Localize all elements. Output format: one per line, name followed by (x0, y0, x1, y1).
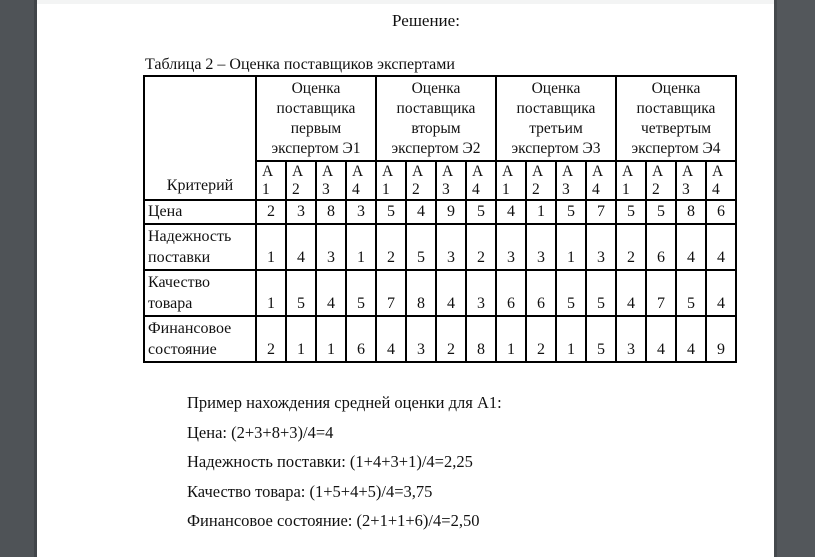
score-cell: 4 (616, 270, 646, 316)
score-cell: 3 (346, 200, 376, 224)
expert-group-header-3: Оценка поставщика третьим экспертом Э3 (496, 76, 616, 161)
score-cell: 5 (556, 200, 586, 224)
viewer-right-panel (774, 0, 815, 557)
score-cell: 2 (526, 316, 556, 362)
score-cell: 9 (706, 316, 736, 362)
score-cell: 3 (406, 316, 436, 362)
alternative-header-e3-a1: А 1 (496, 161, 526, 200)
alternative-header-e4-a1: А 1 (616, 161, 646, 200)
alternative-header-e2-a1: А 1 (376, 161, 406, 200)
average-score-notes (187, 394, 502, 542)
score-cell: 1 (286, 316, 316, 362)
top-edge-strip (0, 0, 815, 4)
score-cell: 4 (286, 224, 316, 270)
score-cell: 2 (256, 316, 286, 362)
score-cell: 7 (586, 200, 616, 224)
expert-group-header-2: Оценка поставщика вторым экспертом Э2 (376, 76, 496, 161)
score-cell: 3 (286, 200, 316, 224)
score-cell: 3 (316, 224, 346, 270)
expert-group-header-1: Оценка поставщика первым экспертом Э1 (256, 76, 376, 161)
viewer-left-panel (0, 0, 37, 557)
score-cell: 4 (706, 224, 736, 270)
score-cell: 8 (406, 270, 436, 316)
table-row (144, 224, 736, 270)
alternative-header-e2-a2: А 2 (406, 161, 436, 200)
alternative-header-e4-a4: А 4 (706, 161, 736, 200)
score-cell: 4 (706, 270, 736, 316)
score-cell: 1 (256, 270, 286, 316)
score-cell: 2 (436, 316, 466, 362)
table-caption: Таблица 2 – Оценка поставщиков экспертами (145, 56, 455, 73)
score-cell: 3 (496, 224, 526, 270)
score-cell: 3 (586, 224, 616, 270)
note-line-price: Цена: (2+3+8+3)/4=4 (187, 422, 334, 442)
alternative-header-e2-a4: А 4 (466, 161, 496, 200)
score-cell: 2 (256, 200, 286, 224)
score-cell: 4 (676, 224, 706, 270)
alternative-header-e1-a3: А 3 (316, 161, 346, 200)
notes-intro: Пример нахождения средней оценки для А1: (187, 393, 502, 412)
criterion-cell: Финансовое состояние (144, 316, 256, 362)
score-cell: 1 (556, 316, 586, 362)
table-row (144, 270, 736, 316)
score-cell: 9 (436, 200, 466, 224)
solution-heading: Решение: (392, 11, 460, 30)
table-row (144, 316, 736, 362)
score-cell: 8 (466, 316, 496, 362)
score-cell: 5 (286, 270, 316, 316)
alternative-header-e2-a3: А 3 (436, 161, 466, 200)
alternative-header-e3-a2: А 2 (526, 161, 556, 200)
alternative-header-e4-a3: А 3 (676, 161, 706, 200)
score-cell: 5 (586, 270, 616, 316)
score-cell: 1 (346, 224, 376, 270)
score-cell: 6 (646, 224, 676, 270)
score-cell: 2 (466, 224, 496, 270)
score-cell: 1 (496, 316, 526, 362)
note-line-reliability: Надежность поставки: (1+4+3+1)/4=2,25 (187, 452, 473, 471)
score-cell: 3 (466, 270, 496, 316)
criterion-column-header: Критерий (144, 76, 256, 200)
score-cell: 3 (436, 224, 466, 270)
alternative-header-e3-a4: А 4 (586, 161, 616, 200)
alternative-header-e3-a3: А 3 (556, 161, 586, 200)
alternative-header-e1-a1: А 1 (256, 161, 286, 200)
evaluation-table (143, 75, 737, 363)
score-cell: 6 (706, 200, 736, 224)
score-cell: 6 (346, 316, 376, 362)
score-cell: 4 (406, 200, 436, 224)
score-cell: 5 (466, 200, 496, 224)
score-cell: 4 (676, 316, 706, 362)
alternative-header-e1-a2: А 2 (286, 161, 316, 200)
score-cell: 5 (586, 316, 616, 362)
score-cell: 4 (496, 200, 526, 224)
score-cell: 7 (646, 270, 676, 316)
score-cell: 4 (316, 270, 346, 316)
score-cell: 4 (646, 316, 676, 362)
score-cell: 5 (376, 200, 406, 224)
score-cell: 5 (346, 270, 376, 316)
criterion-cell: Цена (144, 200, 256, 224)
table-row (144, 200, 736, 224)
score-cell: 3 (616, 316, 646, 362)
criterion-cell: Надежность поставки (144, 224, 256, 270)
score-cell: 1 (256, 224, 286, 270)
score-cell: 1 (526, 200, 556, 224)
score-cell: 5 (406, 224, 436, 270)
score-cell: 1 (316, 316, 346, 362)
score-cell: 8 (316, 200, 346, 224)
score-cell: 2 (616, 224, 646, 270)
alternative-header-e1-a4: А 4 (346, 161, 376, 200)
score-cell: 6 (496, 270, 526, 316)
score-cell: 8 (676, 200, 706, 224)
score-cell: 7 (376, 270, 406, 316)
score-cell: 5 (556, 270, 586, 316)
score-cell: 3 (526, 224, 556, 270)
score-cell: 5 (676, 270, 706, 316)
note-line-quality: Качество товара: (1+5+4+5)/4=3,75 (187, 481, 433, 501)
criterion-cell: Качество товара (144, 270, 256, 316)
score-cell: 1 (556, 224, 586, 270)
alternative-header-e4-a2: А 2 (646, 161, 676, 200)
score-cell: 5 (646, 200, 676, 224)
score-cell: 2 (376, 224, 406, 270)
score-cell: 5 (616, 200, 646, 224)
score-cell: 6 (526, 270, 556, 316)
expert-group-header-4: Оценка поставщика четвертым экспертом Э4 (616, 76, 736, 161)
note-line-finance: Финансовое состояние: (2+1+1+6)/4=2,50 (187, 511, 480, 530)
score-cell: 4 (436, 270, 466, 316)
score-cell: 4 (376, 316, 406, 362)
